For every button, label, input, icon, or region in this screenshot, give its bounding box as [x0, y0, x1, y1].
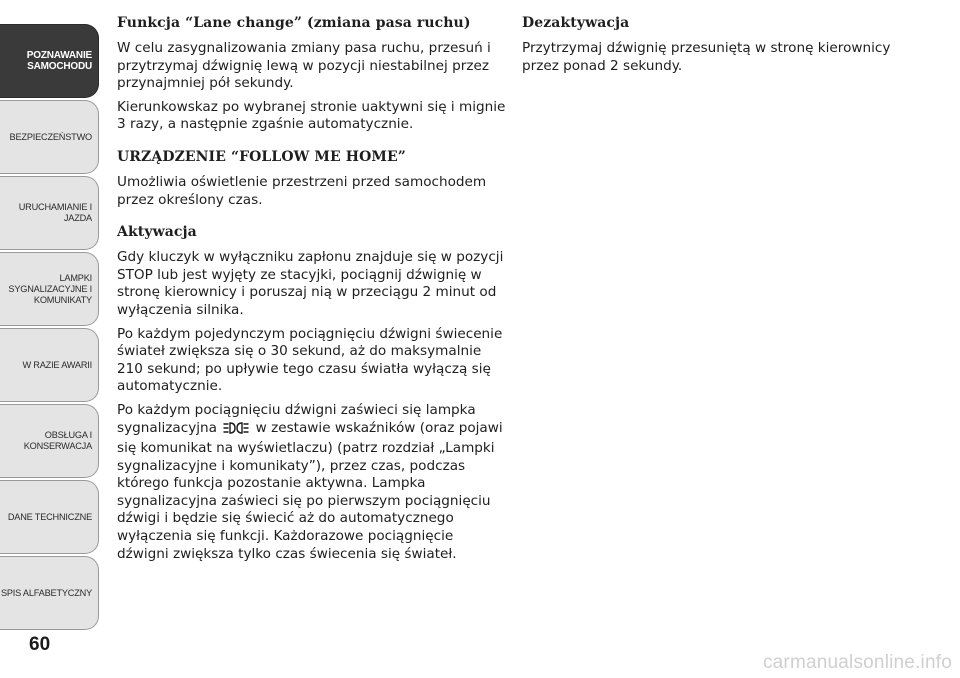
tab-label: LAMPKI SYGNALIZACYJNE I KOMUNIKATY — [8, 272, 92, 305]
paragraph-text-after: w zestawie wskaźników (oraz pojawi się komunikat na wyświetlaczu) (patrz rozdział „Lampki sygnalizacyjne i komunikaty”), przez czas, podczas którego funkcja pozostanie aktywna. Lampka sygnalizacyjna zaświeci się po pierwszym pociągnięciu dźwigi i będzie się świecić aż do automatycznego wyłączenia się funkcji. Każdorazowe pociągnięcie dźwigni zwiększa tylko czas świecenia się świateł. — [117, 419, 503, 562]
tab-dane-techniczne[interactable] — [0, 480, 99, 554]
heading-deactivation: Dezaktywacja — [522, 15, 630, 31]
paragraph-text-before: Po każdym pociągnięciu dźwigni zaświeci się lampka sygnalizacyjna — [117, 401, 476, 436]
paragraph: Po każdym pojedynczym pociągnięciu dźwigni świecenie świateł zwiększa się o 30 sekund, aż do maksymalnie 210 sekund; po upływie tego czasu światła wyłączą się automatycznie. — [117, 325, 503, 395]
paragraph-with-icon — [117, 402, 509, 563]
paragraph: Przytrzymaj dźwignię przesuniętą w stronę kierownicy przez ponad 2 sekundy. — [522, 40, 891, 74]
tab-poznawanie-samochodu[interactable] — [0, 24, 99, 98]
tab-label: BEZPIECZEŃSTWO — [9, 131, 92, 142]
paragraph: W celu zasygnalizowania zmiany pasa ruchu, przesuń i przytrzymaj dźwignię lewą w pozycji niestabilnej przez przynajmniej pół sekundy. — [117, 40, 491, 92]
tab-label: URUCHAMIANIE I JAZDA — [18, 202, 92, 223]
tab-spis-alfabetyczny[interactable] — [0, 556, 99, 630]
tab-uruchamianie-i-jazda[interactable] — [0, 176, 99, 250]
tab-label: SPIS ALFABETYCZNY — [0, 587, 92, 598]
tab-label: W RAZIE AWARII — [22, 359, 92, 370]
section-sidebar — [0, 0, 100, 640]
follow-me-home-lamp-icon — [223, 421, 249, 441]
paragraph: Umożliwia oświetlenie przestrzeni przed samochodem przez określony czas. — [117, 173, 487, 208]
heading-activation: Aktywacja — [117, 224, 197, 241]
heading-lane-change: Funkcja “Lane change” (zmiana pasa ruchu) — [117, 15, 471, 31]
paragraph: Kierunkowskaz po wybranej stronie uaktywni się i mignie 3 razy, a następnie zgaśnie automatycznie. — [117, 98, 506, 133]
tab-label: POZNAWANIE SAMOCHODU — [26, 50, 92, 72]
tab-bezpieczenstwo[interactable] — [0, 100, 99, 174]
tab-label: DANE TECHNICZNE — [7, 511, 92, 522]
left-column — [117, 14, 509, 569]
tab-lampki-sygnalizacyjne[interactable] — [0, 252, 99, 326]
right-column — [522, 14, 892, 81]
paragraph: Gdy kluczyk w wyłączniku zapłonu znajduje się w pozycji STOP lub jest wyjęty ze stacyjki, pociągnij dźwignię w stronę kierownicy i poruszaj nią w przeciągu 2 minut od wyłączenia silnika. — [117, 249, 504, 318]
watermark: carmanualsonline.info — [762, 652, 952, 673]
page-number: 60 — [29, 634, 51, 655]
tab-obsluga-i-konserwacja[interactable] — [0, 404, 99, 478]
tab-w-razie-awarii[interactable] — [0, 328, 99, 402]
heading-follow-me-home: URZĄDZENIE “FOLLOW ME HOME” — [117, 148, 406, 165]
tab-label: OBSŁUGA I KONSERWACJA — [23, 430, 92, 451]
